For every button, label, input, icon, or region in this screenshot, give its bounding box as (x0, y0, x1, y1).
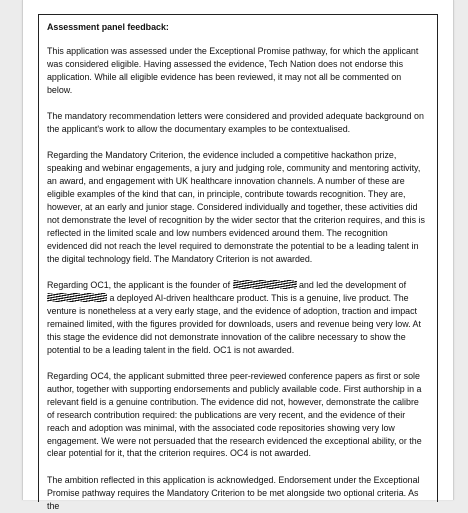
oc1-text-part3: a deployed AI-driven healthcare product. This is a genuine, live product. The venture is nonetheless at a very early stage, and the evidence of adoption, traction and impact remained limited, with the figures provided for downloads, users and revenue being very low. At this stage the evidence did not demonstrate innovation of the calibre necessary to show the potential to be a leading talent in the field. OC1 is not awarded. (47, 293, 421, 355)
oc1-text-part1: Regarding OC1, the applicant is the founder of (47, 280, 233, 291)
paragraph-oc1 (47, 279, 428, 356)
paragraph-recommendation-letters: The mandatory recommendation letters were considered and provided adequate background on the applicant's work to allow the documentary examples to be contextualised. (47, 111, 424, 135)
redaction-mark (47, 293, 107, 302)
paragraph-eligibility: This application was assessed under the Exceptional Promise pathway, for which the applicant was considered eligible. Having assessed the evidence, Tech Nation does not endorse this application. While all eligible evidence has been reviewed, it may not all be commented on below. (47, 46, 419, 95)
paragraph-mandatory-criterion: Regarding the Mandatory Criterion, the evidence included a competitive hackathon prize, speaking and webinar engagements, a jury and judging role, community and mentoring activity, an award, and engagement with UK healthcare innovation channels. A number of these are eligible examples of the kind that can, in principle, contribute towards recognition. They are, however, at an early and junior stage. Considered individually and together, these activities did not demonstrate the level of recognition by the wider sector that the criterion requires, and this is reflected in the limited scale and low numbers evidenced around them. The recognition evidenced did not reach the level required to demonstrate the potential to be a leading talent in the digital technology field. The Mandatory Criterion is not awarded. (47, 150, 425, 264)
feedback-box (38, 14, 438, 511)
paragraph-oc4: Regarding OC4, the applicant submitted three peer-reviewed conference papers as first or sole author, together with supporting endorsements and publicly available code. First authorship in a relevant field is a genuine contribution. The evidence did not, however, demonstrate the calibre of research contribution required: the publications are very recent, and the evidence of their reach and adoption was minimal, with the associated code repositories showing very low engagement. We were not persuaded that the research evidenced the exceptional ability, or the clear potential for it, that the criterion requires. OC4 is not awarded. (47, 371, 422, 459)
document-page (22, 0, 454, 511)
oc1-text-part2: and led the development of (296, 280, 407, 291)
feedback-heading: Assessment panel feedback: (47, 22, 169, 32)
redaction-mark (233, 280, 297, 289)
paragraph-conclusion: The ambition reflected in this application is acknowledged. Endorsement under the Exceptional Promise pathway requires the Mandatory Criterion to be met alongside two optional criteria. As the (47, 474, 420, 511)
